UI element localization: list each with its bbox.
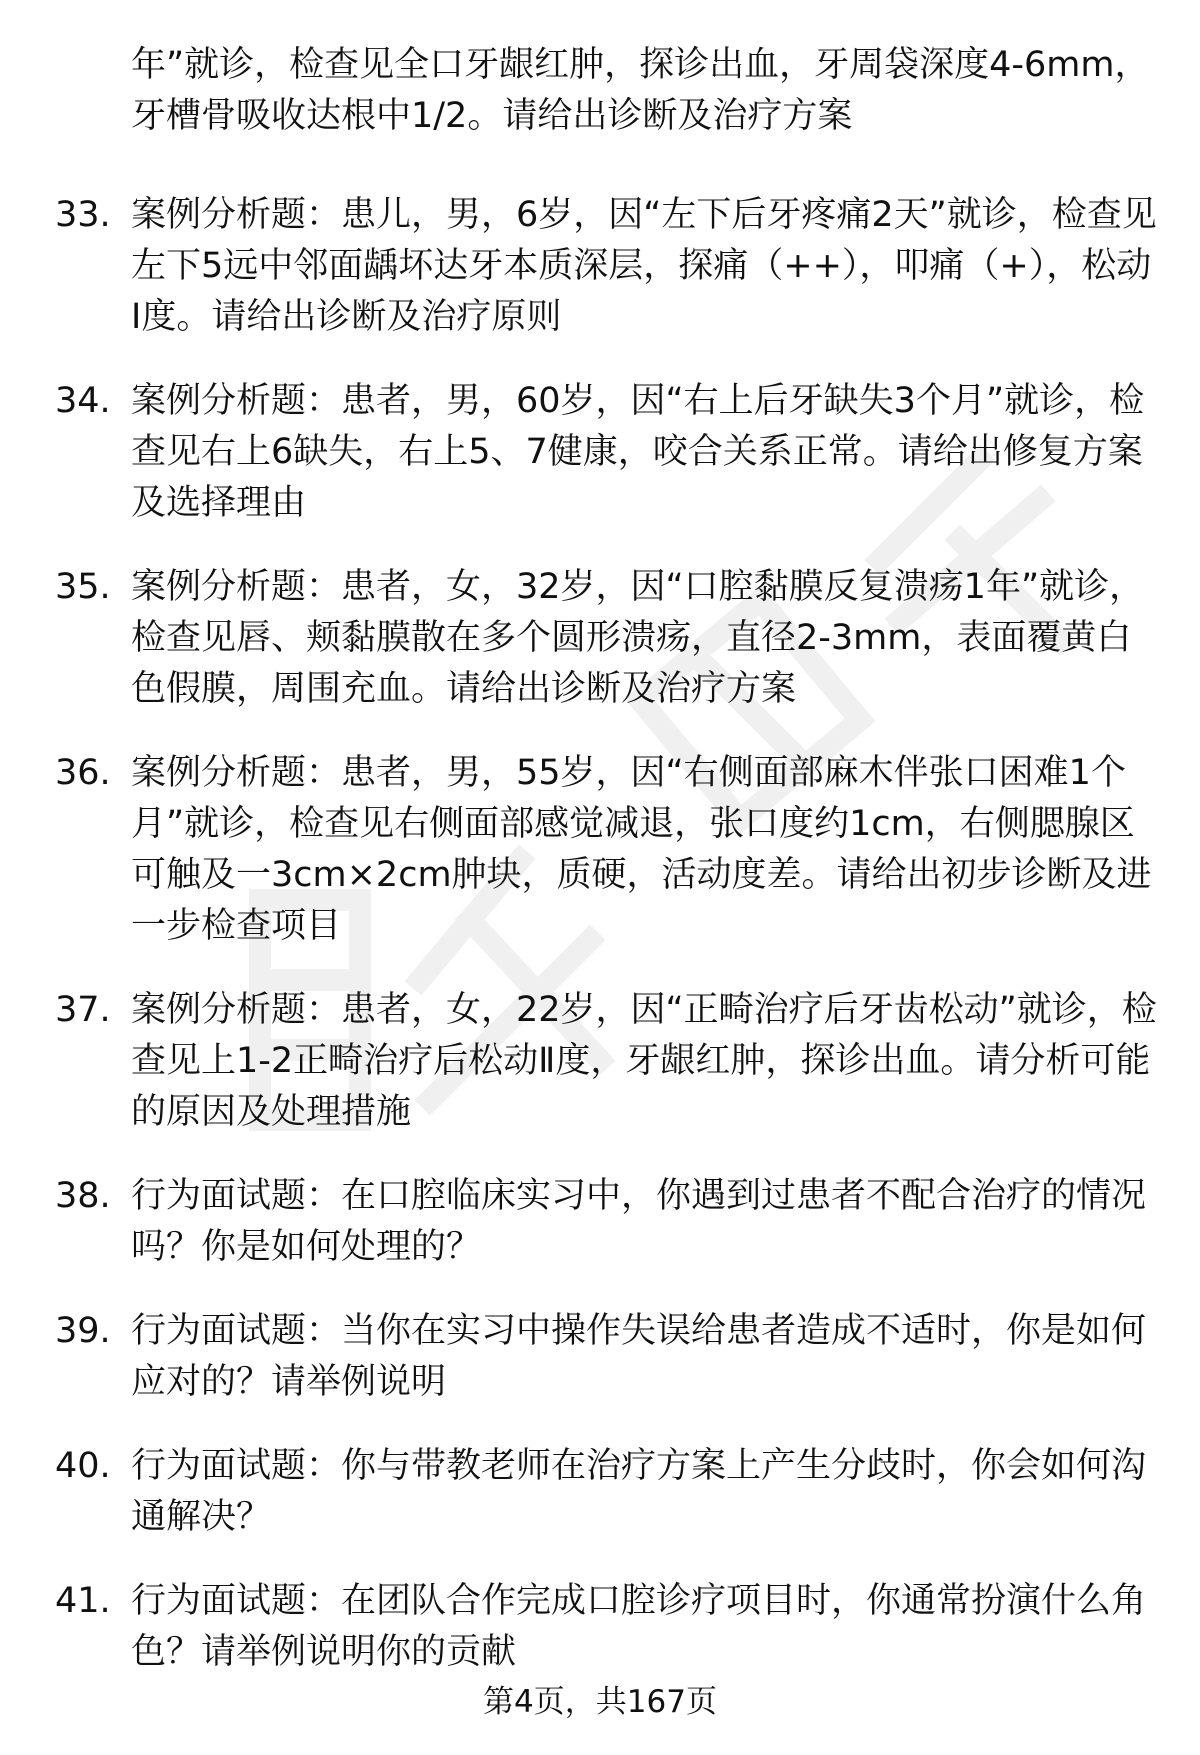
question-item-35 <box>0 562 1200 715</box>
question-text: 案例分析题：患者，女，22岁，因“正畸治疗后牙齿松动”就诊，检查见上1-2正畸治疗后松动Ⅱ度，牙龈红肿，探诊出血。请分析可能的原因及处理措施 <box>131 990 1157 1132</box>
page-number-footer: 第4页，共167页 <box>483 1684 717 1720</box>
question-text: 行为面试题：在团队合作完成口腔诊疗项目时，你通常扮演什么角色？请举例说明你的贡献 <box>131 1581 1147 1672</box>
question-item-38 <box>0 1171 1200 1273</box>
question-item-39 <box>0 1306 1200 1408</box>
question-number: 37. <box>55 990 111 1030</box>
question-text: 行为面试题：在口腔临床实习中，你遇到过患者不配合治疗的情况吗？你是如何处理的？ <box>131 1176 1147 1267</box>
question-item-37 <box>0 985 1200 1138</box>
question-number: 33. <box>55 195 111 235</box>
question-number: 35. <box>55 567 111 607</box>
question-item-41 <box>0 1576 1200 1678</box>
question-32-continuation: 年”就诊，检查见全口牙龈红肿，探诊出血，牙周袋深度4-6mm，牙槽骨吸收达根中1/2。请给出诊断及治疗方案 <box>131 45 1150 136</box>
question-number: 39. <box>55 1311 111 1351</box>
question-text: 案例分析题：患儿，男，6岁，因“左下后牙疼痛2天”就诊，检查见左下5远中邻面龋坏达牙本质深层，探痛（++），叩痛（+），松动Ⅰ度。请给出诊断及治疗原则 <box>131 195 1157 337</box>
question-text: 行为面试题：当你在实习中操作失误给患者造成不适时，你是如何应对的？请举例说明 <box>131 1311 1147 1402</box>
question-number: 40. <box>55 1446 111 1486</box>
question-list <box>0 190 1200 1678</box>
question-item-40 <box>0 1441 1200 1543</box>
question-item-36 <box>0 748 1200 952</box>
question-number: 36. <box>55 753 111 793</box>
question-text: 案例分析题：患者，男，60岁，因“右上后牙缺失3个月”就诊，检查见右上6缺失，右上5、7健康，咬合关系正常。请给出修复方案及选择理由 <box>131 381 1145 523</box>
question-number: 34. <box>55 381 111 421</box>
question-text: 案例分析题：患者，女，32岁，因“口腔黏膜反复溃疡1年”就诊，检查见唇、颊黏膜散在多个圆形溃疡，直径2-3mm，表面覆黄白色假膜，周围充血。请给出诊断及治疗方案 <box>131 567 1145 709</box>
question-item-34 <box>0 376 1200 529</box>
question-number: 38. <box>55 1176 111 1216</box>
question-text: 行为面试题：你与带教老师在治疗方案上产生分歧时，你会如何沟通解决？ <box>131 1446 1147 1537</box>
question-text: 案例分析题：患者，男，55岁，因“右侧面部麻木伴张口困难1个月”就诊，检查见右侧面部感觉减退，张口度约1cm，右侧腮腺区可触及一3cm×2cm肿块，质硬，活动度差。请给出初步诊断及进一步检查项目 <box>131 753 1152 946</box>
question-number: 41. <box>55 1581 111 1621</box>
question-item-33 <box>0 190 1200 343</box>
